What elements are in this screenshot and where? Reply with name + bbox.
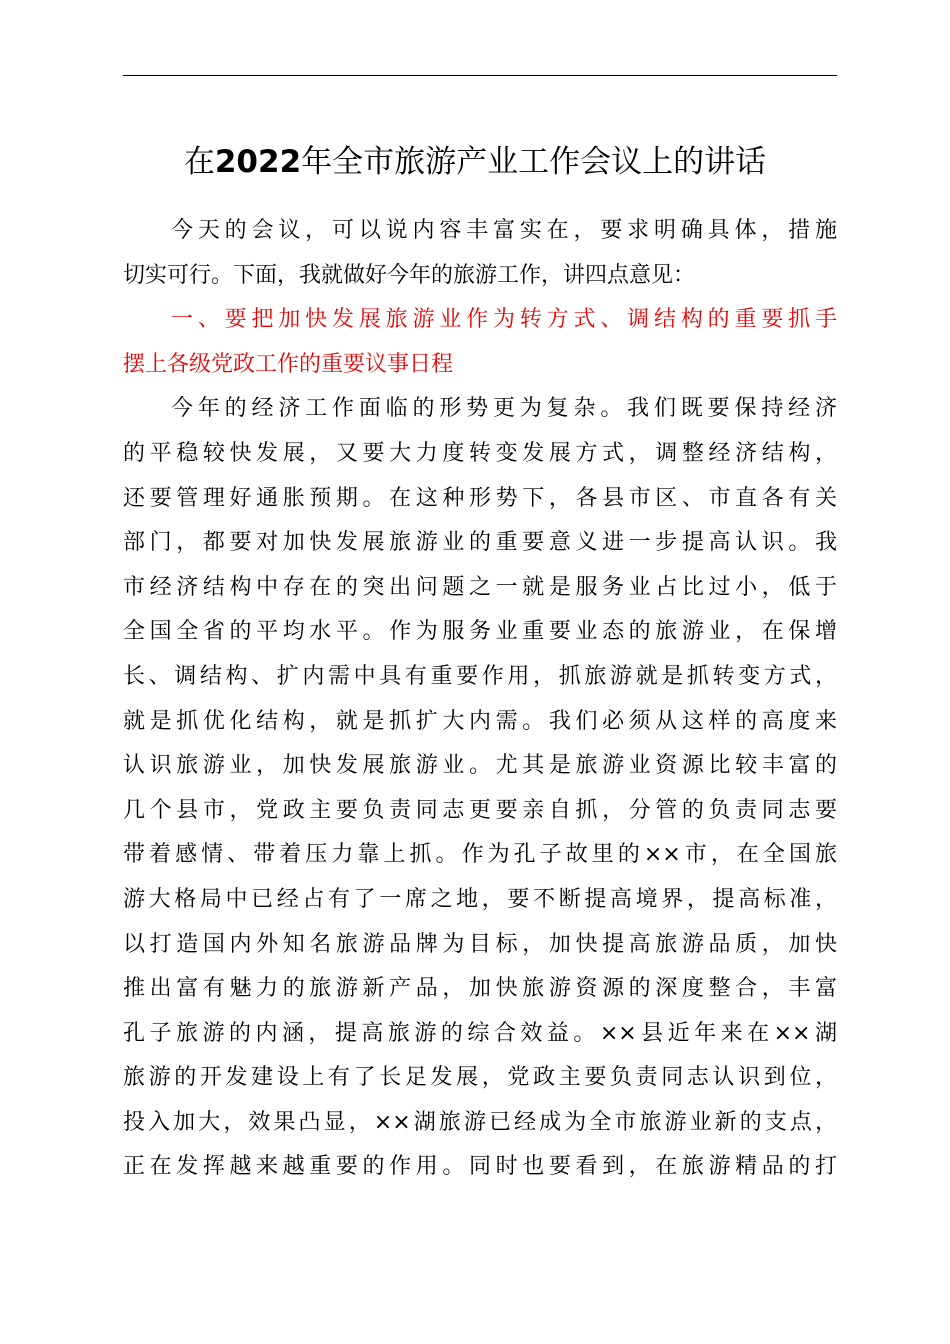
paragraph-line: 带着感情、带着压力靠上抓。作为孔子故里的××市，在全国旅 — [123, 842, 837, 868]
paragraph-line: 几个县市，党政主要负责同志更要亲自抓，分管的负责同志要 — [123, 797, 837, 823]
paragraph-line: 全国全省的平均水平。作为服务业重要业态的旅游业，在保增 — [123, 619, 837, 645]
paragraph-line: 认识旅游业，加快发展旅游业。尤其是旅游业资源比较丰富的 — [123, 753, 837, 779]
title-prefix: 在 — [183, 144, 215, 180]
paragraph-line: 孔子旅游的内涵，提高旅游的综合效益。××县近年来在××湖 — [123, 1020, 837, 1046]
paragraph-line: 正在发挥越来越重要的作用。同时也要看到，在旅游精品的打 — [123, 1154, 837, 1180]
paragraph-line: 推出富有魅力的旅游新产品，加快旅游资源的深度整合，丰富 — [123, 976, 837, 1002]
section-heading-line: 摆上各级党政工作的重要议事日程 — [123, 351, 454, 377]
paragraph-line: 还要管理好通胀预期。在这种形势下，各县市区、市直各有关 — [123, 485, 837, 511]
page-title — [0, 140, 950, 184]
header-rule — [123, 75, 837, 76]
intro-line: 今天的会议，可以说内容丰富实在，要求明确具体，措施 — [171, 218, 837, 243]
paragraph-line: 今年的经济工作面临的形势更为复杂。我们既要保持经济 — [171, 396, 837, 422]
paragraph-line: 市经济结构中存在的突出问题之一就是服务业占比过小，低于 — [123, 574, 837, 600]
paragraph-line: 投入加大，效果凸显，××湖旅游已经成为全市旅游业新的支点， — [123, 1109, 837, 1135]
section-heading-line: 一、要把加快发展旅游业作为转方式、调结构的重要抓手 — [171, 307, 837, 333]
paragraph-line: 就是抓优化结构，就是抓扩大内需。我们必须从这样的高度来 — [123, 708, 837, 734]
title-suffix: 年全市旅游产业工作会议上的讲话 — [301, 144, 767, 180]
intro-line: 切实可行。下面，我就做好今年的旅游工作，讲四点意见： — [123, 262, 696, 288]
document-body — [123, 209, 837, 1190]
title-year: 2022 — [214, 144, 302, 180]
paragraph-line: 旅游的开发建设上有了长足发展，党政主要负责同志认识到位， — [123, 1065, 837, 1091]
paragraph-line: 游大格局中已经占有了一席之地，要不断提高境界，提高标准， — [123, 886, 837, 912]
paragraph-line: 以打造国内外知名旅游品牌为目标，加快提高旅游品质，加快 — [123, 931, 837, 957]
paragraph-line: 长、调结构、扩内需中具有重要作用，抓旅游就是抓转变方式， — [123, 663, 837, 689]
paragraph-line: 的平稳较快发展，又要大力度转变发展方式，调整经济结构， — [123, 440, 837, 466]
paragraph-line: 部门，都要对加快发展旅游业的重要意义进一步提高认识。我 — [123, 530, 837, 556]
